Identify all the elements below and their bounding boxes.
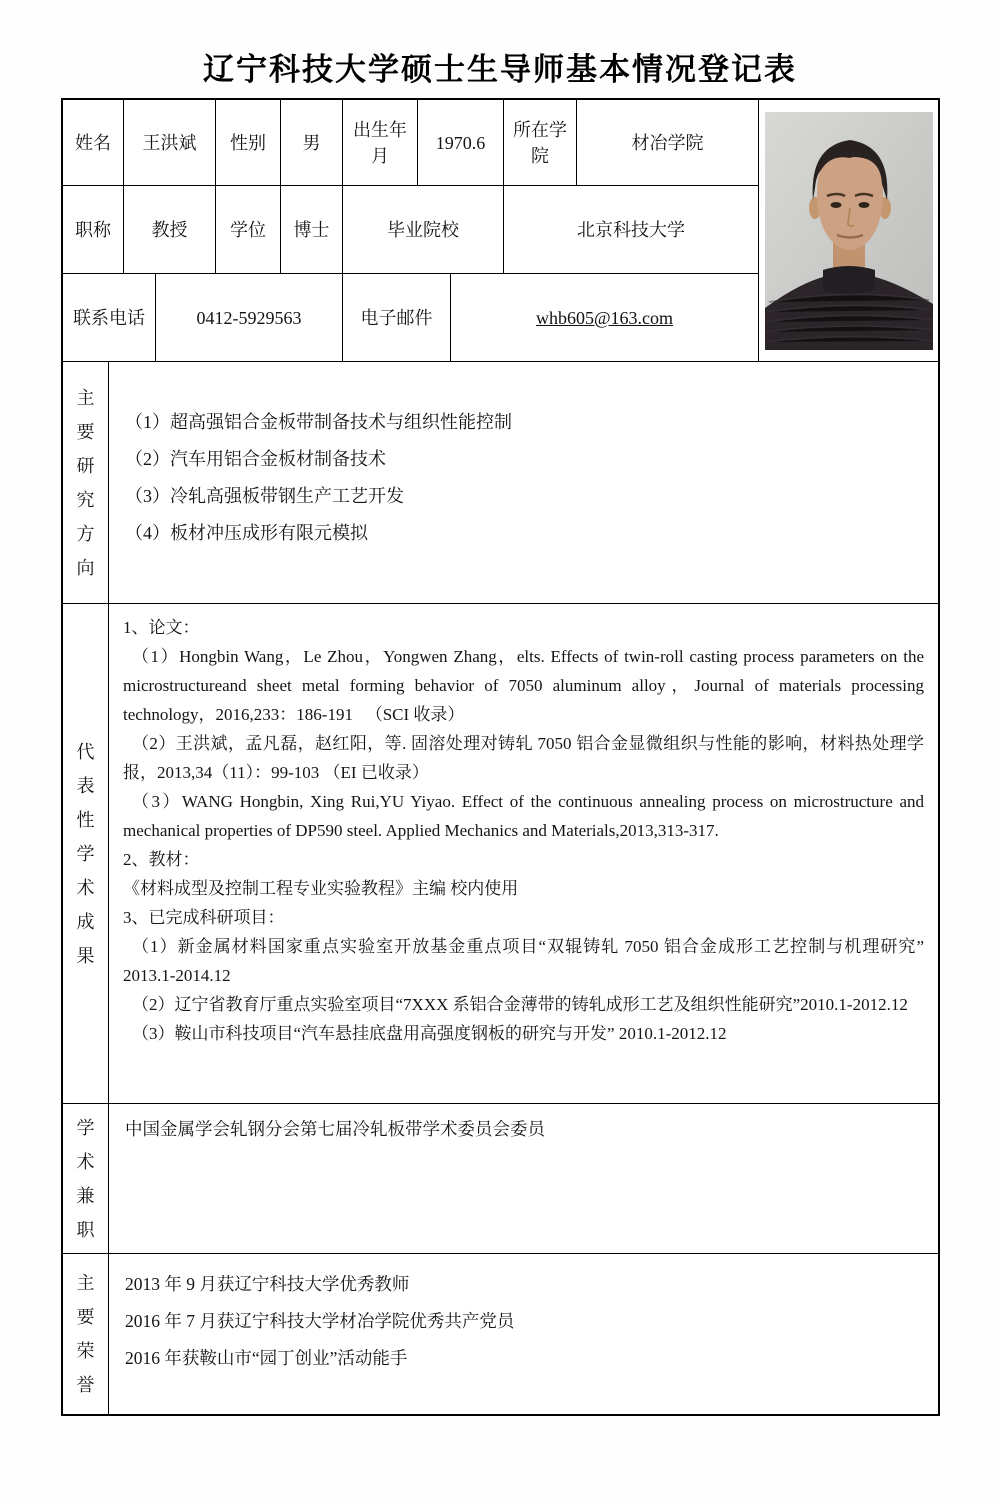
gender-value: 男 xyxy=(281,100,343,186)
email-cell xyxy=(451,274,759,362)
registration-table xyxy=(61,98,940,1416)
achievements-header xyxy=(63,604,109,1103)
position-item: 中国金属学会轧钢分会第七届冷轧板带学术委员会委员 xyxy=(125,1119,545,1139)
portrait-photo xyxy=(765,112,933,350)
achievements-section xyxy=(63,604,938,1104)
achievement-item: （3）鞍山市科技项目“汽车悬挂底盘用高强度钢板的研究与开发” 2010.1-2012.12 xyxy=(132,1024,727,1043)
job-title-label: 职称 xyxy=(63,186,124,274)
table-row xyxy=(63,186,759,274)
college-value: 材冶学院 xyxy=(577,100,759,186)
honors-section xyxy=(63,1254,938,1414)
birth-date-label: 出生年月 xyxy=(343,100,418,186)
honors-label: 主要荣誉 xyxy=(76,1273,95,1395)
table-row xyxy=(63,274,759,362)
honors-content xyxy=(109,1254,938,1414)
email-link[interactable]: whb605@163.com xyxy=(535,307,674,328)
achievements-label: 代表性学术成果 xyxy=(76,741,95,966)
page-title: 辽宁科技大学硕士生导师基本情况登记表 xyxy=(203,52,797,87)
gender-label: 性别 xyxy=(216,100,281,186)
research-item: （2）汽车用铝合金板材制备技术 xyxy=(125,449,386,469)
graduate-school-value: 北京科技大学 xyxy=(504,186,759,274)
honor-item: 2016 年 7 月获辽宁科技大学材冶学院优秀共产党员 xyxy=(125,1311,515,1331)
birth-date-value: 1970.6 xyxy=(418,100,504,186)
research-directions-section xyxy=(63,362,938,604)
research-directions-header xyxy=(63,362,109,603)
job-title-value: 教授 xyxy=(124,186,216,274)
basic-info-section xyxy=(63,100,938,362)
research-item: （4）板材冲压成形有限元模拟 xyxy=(125,523,368,543)
achievement-item: （2）辽宁省教育厅重点实验室项目“7XXX 系铝合金薄带的铸轧成形工艺及组织性能研究”2010.1-2012.12 xyxy=(132,995,908,1014)
basic-info-grid xyxy=(63,100,759,362)
phone-value: 0412-5929563 xyxy=(156,274,343,362)
phone-label: 联系电话 xyxy=(63,274,156,362)
email-label: 电子邮件 xyxy=(343,274,451,362)
degree-value: 博士 xyxy=(281,186,343,274)
academic-positions-header xyxy=(63,1104,109,1253)
graduate-school-label: 毕业院校 xyxy=(343,186,504,274)
table-row xyxy=(63,100,759,186)
degree-label: 学位 xyxy=(216,186,281,274)
honors-header xyxy=(63,1254,109,1414)
achievements-content xyxy=(109,604,938,1103)
achievement-heading: 2、教材： xyxy=(123,850,200,869)
achievement-item: （3）WANG Hongbin, Xing Rui,YU Yiyao. Effect of the continuous annealing process on microstructure and mechanical properties of DP590 steel. Applied Mechanics and Materials,2013,313-317. xyxy=(123,792,924,840)
college-label: 所在学院 xyxy=(504,100,577,186)
academic-positions-section xyxy=(63,1104,938,1254)
honor-item: 2013 年 9 月获辽宁科技大学优秀教师 xyxy=(125,1274,410,1294)
achievement-heading: 3、已完成科研项目： xyxy=(123,908,285,927)
research-directions-content xyxy=(109,362,938,603)
achievement-item: 《材料成型及控制工程专业实验教程》主编 校内使用 xyxy=(123,879,519,898)
achievement-item: （2）王洪斌，孟凡磊，赵红阳，等. 固溶处理对铸轧 7050 铝合金显微组织与性能的影响，材料热处理学报，2013,34（11）：99-103 （EI 已收录） xyxy=(123,734,924,782)
achievement-heading: 1、论文： xyxy=(123,618,200,637)
research-directions-label: 主要研究方向 xyxy=(76,387,95,578)
name-value: 王洪斌 xyxy=(124,100,216,186)
name-label: 姓名 xyxy=(63,100,124,186)
achievement-item: （1）Hongbin Wang，Le Zhou，Yongwen Zhang，elts. Effects of twin-roll casting process parameters on the microstructureand sheet metal forming behavior of 7050 aluminum alloy，Journal of materials processing technology，2016,233：186-191 （SCI 收录） xyxy=(123,647,924,724)
photo-cell xyxy=(759,100,938,362)
research-item: （3）冷轧高强板带钢生产工艺开发 xyxy=(125,486,404,506)
honor-item: 2016 年获鞍山市“园丁创业”活动能手 xyxy=(125,1348,408,1368)
academic-positions-content xyxy=(109,1104,938,1253)
academic-positions-label: 学术兼职 xyxy=(76,1117,95,1240)
research-item: （1）超高强铝合金板带制备技术与组织性能控制 xyxy=(125,412,512,432)
achievement-item: （1）新金属材料国家重点实验室开放基金重点项目“双辊铸轧 7050 铝合金成形工艺控制与机理研究” 2013.1-2014.12 xyxy=(123,937,924,985)
